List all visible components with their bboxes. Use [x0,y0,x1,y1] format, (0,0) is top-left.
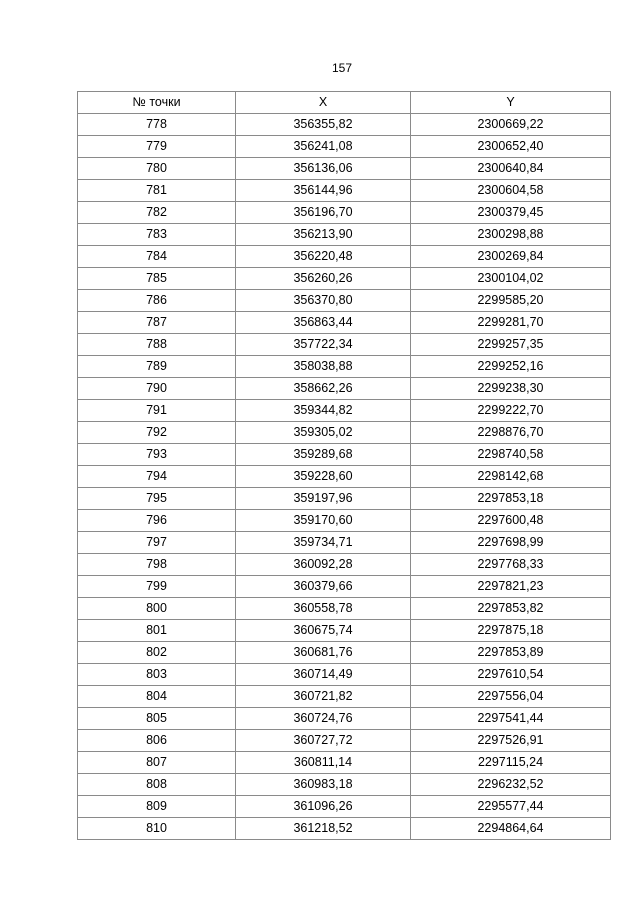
cell-point-number: 784 [78,246,236,268]
cell-point-number: 787 [78,312,236,334]
cell-x: 360714,49 [236,664,411,686]
cell-point-number: 797 [78,532,236,554]
cell-point-number: 790 [78,378,236,400]
cell-y: 2299585,20 [411,290,611,312]
cell-y: 2297875,18 [411,620,611,642]
cell-y: 2300669,22 [411,114,611,136]
table-row [78,466,611,488]
cell-point-number: 801 [78,620,236,642]
table-row [78,356,611,378]
table-row [78,796,611,818]
cell-x: 359305,02 [236,422,411,444]
cell-y: 2294864,64 [411,818,611,840]
table-row [78,114,611,136]
cell-point-number: 786 [78,290,236,312]
cell-x: 361218,52 [236,818,411,840]
cell-point-number: 783 [78,224,236,246]
cell-x: 356370,80 [236,290,411,312]
cell-x: 357722,34 [236,334,411,356]
cell-y: 2297768,33 [411,554,611,576]
cell-y: 2299281,70 [411,312,611,334]
table-body [78,114,611,840]
cell-y: 2298142,68 [411,466,611,488]
cell-point-number: 794 [78,466,236,488]
cell-x: 356863,44 [236,312,411,334]
header-point-number: № точки [78,92,236,114]
table-row [78,642,611,664]
cell-x: 359197,96 [236,488,411,510]
cell-y: 2300604,58 [411,180,611,202]
cell-y: 2297541,44 [411,708,611,730]
cell-point-number: 789 [78,356,236,378]
cell-y: 2300652,40 [411,136,611,158]
cell-point-number: 807 [78,752,236,774]
cell-x: 360558,78 [236,598,411,620]
cell-y: 2300379,45 [411,202,611,224]
cell-point-number: 780 [78,158,236,180]
cell-point-number: 781 [78,180,236,202]
cell-y: 2299252,16 [411,356,611,378]
cell-x: 359170,60 [236,510,411,532]
cell-y: 2299257,35 [411,334,611,356]
table-row [78,818,611,840]
cell-y: 2300104,02 [411,268,611,290]
cell-x: 360724,76 [236,708,411,730]
cell-y: 2298740,58 [411,444,611,466]
table-row [78,202,611,224]
cell-y: 2297853,82 [411,598,611,620]
table-row [78,444,611,466]
cell-x: 356196,70 [236,202,411,224]
table-row [78,532,611,554]
cell-x: 359734,71 [236,532,411,554]
cell-point-number: 779 [78,136,236,158]
cell-x: 359344,82 [236,400,411,422]
cell-y: 2297600,48 [411,510,611,532]
cell-point-number: 800 [78,598,236,620]
cell-x: 356213,90 [236,224,411,246]
cell-point-number: 788 [78,334,236,356]
cell-y: 2297526,91 [411,730,611,752]
cell-x: 359289,68 [236,444,411,466]
table-row [78,620,611,642]
cell-point-number: 804 [78,686,236,708]
table-row [78,664,611,686]
table-row [78,224,611,246]
table-row [78,290,611,312]
cell-point-number: 805 [78,708,236,730]
table-row [78,180,611,202]
table-row [78,576,611,598]
table-row [78,598,611,620]
cell-y: 2297556,04 [411,686,611,708]
table-row [78,730,611,752]
cell-point-number: 793 [78,444,236,466]
table-row [78,422,611,444]
table-row [78,158,611,180]
table-row [78,774,611,796]
table-row [78,708,611,730]
cell-x: 360811,14 [236,752,411,774]
cell-x: 356220,48 [236,246,411,268]
cell-y: 2295577,44 [411,796,611,818]
cell-point-number: 778 [78,114,236,136]
cell-point-number: 809 [78,796,236,818]
cell-point-number: 795 [78,488,236,510]
table-row [78,334,611,356]
cell-point-number: 796 [78,510,236,532]
cell-y: 2299222,70 [411,400,611,422]
cell-x: 360983,18 [236,774,411,796]
cell-x: 358662,26 [236,378,411,400]
cell-x: 356355,82 [236,114,411,136]
cell-x: 358038,88 [236,356,411,378]
cell-x: 356144,96 [236,180,411,202]
cell-point-number: 785 [78,268,236,290]
cell-y: 2296232,52 [411,774,611,796]
cell-x: 359228,60 [236,466,411,488]
cell-x: 360727,72 [236,730,411,752]
cell-point-number: 792 [78,422,236,444]
table-row [78,246,611,268]
cell-y: 2300640,84 [411,158,611,180]
cell-point-number: 802 [78,642,236,664]
cell-x: 356260,26 [236,268,411,290]
table-row [78,136,611,158]
cell-y: 2300298,88 [411,224,611,246]
page-number: 157 [331,61,353,75]
cell-y: 2298876,70 [411,422,611,444]
cell-point-number: 808 [78,774,236,796]
cell-x: 360675,74 [236,620,411,642]
cell-point-number: 791 [78,400,236,422]
cell-x: 361096,26 [236,796,411,818]
table-row [78,488,611,510]
cell-y: 2297698,99 [411,532,611,554]
cell-x: 356136,06 [236,158,411,180]
cell-point-number: 803 [78,664,236,686]
cell-point-number: 782 [78,202,236,224]
table-row [78,312,611,334]
cell-y: 2297853,89 [411,642,611,664]
cell-x: 360379,66 [236,576,411,598]
table-row [78,554,611,576]
header-x: X [236,92,411,114]
cell-y: 2299238,30 [411,378,611,400]
cell-x: 360681,76 [236,642,411,664]
cell-point-number: 798 [78,554,236,576]
cell-point-number: 799 [78,576,236,598]
table-row [78,378,611,400]
header-y: Y [411,92,611,114]
cell-y: 2297610,54 [411,664,611,686]
cell-x: 356241,08 [236,136,411,158]
cell-point-number: 810 [78,818,236,840]
table-row [78,752,611,774]
coordinates-table [77,91,611,840]
cell-x: 360092,28 [236,554,411,576]
cell-point-number: 806 [78,730,236,752]
cell-x: 360721,82 [236,686,411,708]
table-row [78,400,611,422]
cell-y: 2297853,18 [411,488,611,510]
table-header-row [78,92,611,114]
cell-y: 2300269,84 [411,246,611,268]
table-row [78,510,611,532]
table-row [78,268,611,290]
cell-y: 2297821,23 [411,576,611,598]
cell-y: 2297115,24 [411,752,611,774]
table-row [78,686,611,708]
